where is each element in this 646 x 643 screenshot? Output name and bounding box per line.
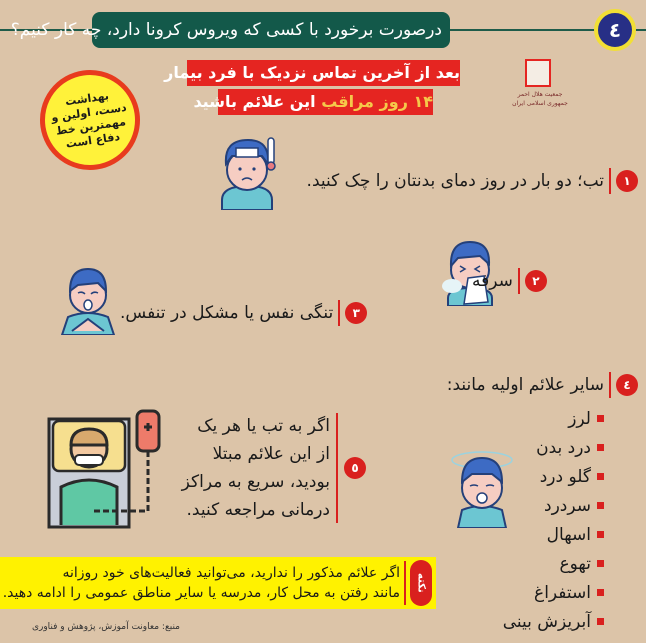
list-item: درد بدن xyxy=(503,433,604,462)
bullet-icon xyxy=(597,502,604,509)
breathing-difficulty-icon xyxy=(58,265,118,335)
other-symptoms-list xyxy=(503,404,604,636)
symptom-breathing xyxy=(120,300,367,326)
hospital-patient-icon xyxy=(45,405,165,530)
divider xyxy=(336,413,338,523)
list-item: آبریزش بینی xyxy=(503,607,604,636)
symptom-text: سرفه xyxy=(472,271,513,291)
banner-line-2 xyxy=(193,89,433,115)
bullet-icon xyxy=(597,589,604,596)
symptom-number: ٣ xyxy=(345,302,367,324)
crescent-icon xyxy=(528,62,548,84)
bullet-icon xyxy=(597,473,604,480)
fever-person-icon xyxy=(218,134,280,210)
banner-rest: این علائم باشید xyxy=(193,92,322,111)
divider xyxy=(609,168,611,194)
page-title: درصورت برخورد با کسی که ویروس کرونا دارد، چه کار کنیم؟ xyxy=(92,12,450,48)
banner-line-1: بعد از آخرین تماس نزدیک با فرد بیمار xyxy=(187,60,460,86)
bullet-icon xyxy=(597,560,604,567)
symptom-fever xyxy=(307,168,638,194)
symptom-number: ٤ xyxy=(616,374,638,396)
symptom-text: تنگی نفس یا مشکل در تنفس. xyxy=(120,303,334,323)
note-box xyxy=(0,557,436,609)
divider xyxy=(609,372,611,398)
hygiene-badge: بهداشت دست، اولین و مهمترین خط دفاع است xyxy=(34,64,147,177)
bullet-icon xyxy=(597,415,604,422)
symptom-number: ٢ xyxy=(525,270,547,292)
step-5-seek-care xyxy=(180,412,366,524)
symptom-text: تب؛ دو بار در روز دمای بدنتان را چک کنید. xyxy=(306,171,604,191)
bullet-icon xyxy=(597,444,604,451)
bullet-icon xyxy=(597,618,604,625)
list-item: لرز xyxy=(503,404,604,433)
list-item: تهوع xyxy=(503,549,604,578)
divider xyxy=(518,268,520,294)
list-item: اسهال xyxy=(503,520,604,549)
bullet-icon xyxy=(597,531,604,538)
note-text: اگر علائم مذکور را ندارید، می‌توانید فعالیت‌های خود روزانه مانند رفتن به محل کار، مدرسه یا سایر مناطق عمومی را ادامه دهید. xyxy=(2,565,400,601)
symptom-cough xyxy=(472,268,547,294)
divider xyxy=(404,561,406,605)
step-text: اگر به تب یا هر یک از این علائم مبتلا بودید، سریع به مراکز درمانی مراجعه کنید. xyxy=(181,416,330,520)
banner-highlight: ۱۴ روز مراقب xyxy=(321,92,433,111)
source-credit: منبع: معاونت آموزش، پژوهش و فناوری xyxy=(31,622,180,632)
step-number: ٥ xyxy=(344,457,366,479)
list-item: استفراغ xyxy=(503,578,604,607)
divider xyxy=(338,300,340,326)
dizzy-person-icon xyxy=(448,442,516,528)
note-badge: نکته xyxy=(410,560,432,606)
section-number-badge: ٤ xyxy=(594,9,636,51)
symptom-text: سایر علائم اولیه مانند: xyxy=(446,375,604,395)
symptom-number: ١ xyxy=(616,170,638,192)
list-item: سردرد xyxy=(503,491,604,520)
list-item: گلو درد xyxy=(503,462,604,491)
logo-caption: جمعیت هلال احمر جمهوری اسلامی ایران xyxy=(512,91,568,107)
symptom-other xyxy=(447,372,638,398)
